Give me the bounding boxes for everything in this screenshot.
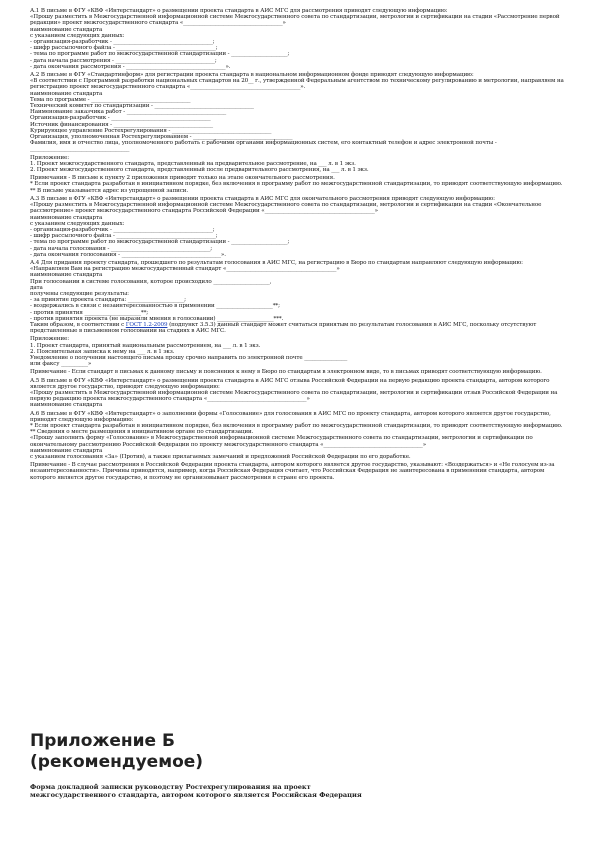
appendix-section (30, 731, 570, 799)
document-line: - шифр рассылочного файла - _____________________________________; (30, 45, 218, 52)
document-line: Уведомление о получении настоящего письма прошу срочно направить по электронной почте ________________ (30, 354, 348, 361)
document-line: А.3 В письме в ФГУ «КВФ «Интерстандарт» о размещении проекта стандарта в АИС МГС для окончательного рассмотрения приводят следующую информацию: (30, 195, 495, 202)
document-line: наименование стандарта (30, 272, 103, 279)
document-line: - тема по программе работ по межгосударственной стандартизации - _____________________; (30, 51, 290, 58)
document-line: Организация, уполномоченная Ростехрегулированием - _____________________________________ (30, 134, 293, 141)
document-line: А.1 В письме в ФГУ «КВФ «Интерстандарт» о размещении проекта стандарта в АИС МГС для рассмотрения приводят следующую информацию: (30, 8, 448, 14)
document-line: - шифр рассылочного файла - _____________________________________; (30, 233, 218, 240)
document-line: «Прошу разместить в Межгосударственной информационной системе Межгосударственного совета по стандартизации, метрологии и сертификации на стадии «Окончательное рассмотрение» проект межгосударственного стандарта Российской Федерации «_________________________________________» (30, 202, 542, 215)
document-line: наименование стандарта (30, 214, 103, 221)
document-line: с указанием следующих данных: (30, 32, 125, 39)
document-line: «Прошу заполнить форму «Голосование» в Межгосударственной информационной системе Межгосударственного совета по стандартизации, метрологии и сертификации по окончательному рассмотрению Российской Федерации по проекту межгосударственного стандарта «_____________________________________» (30, 435, 533, 448)
document-line: Приложение: (30, 154, 69, 161)
document-line: Фамилия, имя и отчество лица, уполномоченного работать с рабочими органами информационных систем, его контактный телефон и адрес электронной почты - _____________________________________ (30, 140, 497, 153)
document-line: Примечания - В письме к пункту 2 приложения приводят только на этапе окончательного рассмотрения. (30, 175, 335, 182)
document-line: Курирующее управление Ростехрегулирования - _____________________________________ (30, 127, 272, 134)
document-line: - за принятие проекта стандарта: _____________________; (30, 297, 186, 304)
document-line: 1. Проект межгосударственного стандарта, представленный на предварительное рассмотрение, на ___ л. в 1 экз. (30, 160, 356, 167)
document-line: - дата начала рассмотрения - _____________________________________; (30, 57, 217, 64)
document-line: Организация-разработчик - _____________________________________ (30, 115, 211, 122)
document-line: с указанием следующих данных: (30, 220, 125, 227)
document-line: наименование стандарта (30, 447, 103, 454)
document-line: Технический комитет по стандартизации - _____________________________________ (30, 103, 254, 110)
gost-reference-link[interactable]: ГОСТ 1.2-2009 (125, 321, 168, 328)
document-line: «Направляем Вам на регистрацию межгосударственный стандарт «_________________________________________» (30, 266, 340, 273)
document-line: - против принятия _____________________**; (30, 309, 149, 316)
document-line: - организация-разработчик - _____________________________________; (30, 39, 215, 46)
document-line: Примечание - Если стандарт в письмах к данному письму и пояснения к нему в Бюро по стандартам в электронном виде, то в письмах приводят соответствующую информацию. (30, 369, 542, 376)
link-sentence-after: (подпункт 3.5.3) данный стандарт может считаться принятым по результатам голосования в АИС МГС, поскольку отсутствуют представленные в письменном голосовании на стадиях в АИС МГС. (30, 321, 537, 335)
document-line: 2. Проект межгосударственного стандарта, представленный после предварительного рассмотрения, на ___ л. в 1 экз. (30, 167, 369, 174)
document-line: наименование стандарта (30, 90, 103, 97)
document-line: - воздержались в связи с незаинтересованностью в применении _____________________**; (30, 303, 280, 310)
document-line: - дата окончания голосования - _____________________________________». (30, 251, 226, 258)
document-line: - дата окончания рассмотрения - _____________________________________». (30, 63, 231, 70)
document-line: - дата начала голосования - _____________________________________; (30, 245, 213, 252)
appendix-title-line2: (рекомендуемое) (30, 752, 204, 772)
document-line: А.6 В письме в ФГУ «КВФ «Интерстандарт» о заполнении формы «Голосование» для голосования в АИС МГС по проекту стандарта, автором которого является другое государство, приводят следующую информацию: (30, 410, 551, 423)
document-line: Источник финансирования - _____________________________________ (30, 121, 213, 128)
document-line: * Если проект стандарта разработан в инициативном порядке, без включения в программу работ по межгосударственной стандартизации, то приводят соответствующую информацию. (30, 423, 563, 429)
document-line: А.4 Для придания проекту стандарта, прошедшего по результатам голосования в АИС МГС, на регистрацию в Бюро по стандартам направляют следующую информацию: (30, 259, 523, 266)
document-line: наименование стандарта (30, 402, 103, 409)
document-line: Наименование заказчика работ - _____________________________________ (30, 109, 227, 116)
link-sentence-before: Таким образом, в соответствии с (30, 321, 126, 328)
document-line: «Прошу разместить в Межгосударственной информационной системе Межгосударственного совета по стандартизации, метрологии и сертификации отзыв Российской Федерации на первую редакцию проекта межгосударственного стандарта «_____________________________________» (30, 389, 558, 403)
document-line: Примечание - В случае рассмотрения в Российской Федерации проекта стандарта, автором которого является другое государство, указывают: «Воздержаться» и «Не голосуем из-за незаинтересованности». Причины приводятся, например, когда Российская Федерация считает, что Российская Федерация не заинтересована в применении стандарта, автором которого является другое государство, и поэтому не организовывает рассмотрения в стране его проекта. (30, 462, 555, 481)
document-line: наименование стандарта (30, 26, 103, 33)
document-line: - тема по программе работ по межгосударственной стандартизации - _____________________; (30, 239, 290, 246)
document-line: При голосовании в системе голосования, которое происходило _____________________, (30, 278, 272, 285)
appendix-caption-line2: межгосударственного стандарта, автором которого является Российская Федерация (30, 791, 362, 799)
document-line: - против принятия проекта (не выразили мнения в голосовании) _____________________***. (30, 315, 284, 322)
document-line: Тема по программе - _____________________________________ (30, 96, 191, 103)
document-line: 1. Проект стандарта, принятый национальным рассмотрением, на ___ л. в 1 экз. (30, 342, 261, 349)
document-line: «В соответствии с Программой разработки национальных стандартов на 20__ г., утвержденной Федеральным агентством по техническому регулированию и метрологии, направляем на регистрацию проект межгосударственного стандарта «_________________________________________». (30, 78, 564, 91)
document-line: А.5 В письме в ФГУ «КВФ «Интерстандарт» о размещении проекта стандарта в АИС МГС отзыва Российской Федерации на первую редакцию проекта стандарта, автором которого является другое государство, приводят следующую информацию: (30, 377, 550, 390)
document-line: * Если проект стандарта разработан в инициативном порядке, без включения в программу работ по межгосударственной стандартизации, то приводят соответствующую информацию. (30, 181, 563, 188)
document-line: ** Сведения о месте размещения в инициативном органе по стандартизации. (30, 429, 254, 436)
document-body (30, 6, 570, 481)
appendix-caption-line1: Форма докладной записки руководству Ростехрегулирования на проект (30, 783, 311, 791)
appendix-title (30, 731, 570, 773)
document-line: с указанием голосования «За» (Против), а также прилагаемых замечаний и предложений Российской Федерации по его доработке. (30, 454, 411, 461)
document-line: дата (30, 284, 43, 291)
document-line: или факсу __________» (30, 361, 92, 368)
document-line: А.2 В письме в ФГУ «Стандартинформ» для регистрации проекта стандарта в национальном информационном фонде приводят следующую информацию: (30, 72, 474, 79)
document-line: 2. Пояснительная записка к нему на ___ л. в 1 экз. (30, 348, 175, 355)
document-line: получены следующие результаты: (30, 290, 129, 297)
document-line: - организация-разработчик - _____________________________________; (30, 226, 215, 233)
appendix-caption (30, 783, 570, 799)
document-line: «Прошу разместить в Межгосударственной информационной системе Межгосударственного совета по стандартизации, метрологии и сертификации на стадии «Рассмотрение первой редакции» проект межгосударственного стандарта «_____________________________________» (30, 14, 560, 27)
document-line (30, 322, 570, 334)
document-line: ** В письме указывается адрес из упрощенной записи. (30, 187, 189, 194)
document-line: Приложение: (30, 336, 69, 343)
appendix-title-line1: Приложение Б (30, 731, 175, 751)
